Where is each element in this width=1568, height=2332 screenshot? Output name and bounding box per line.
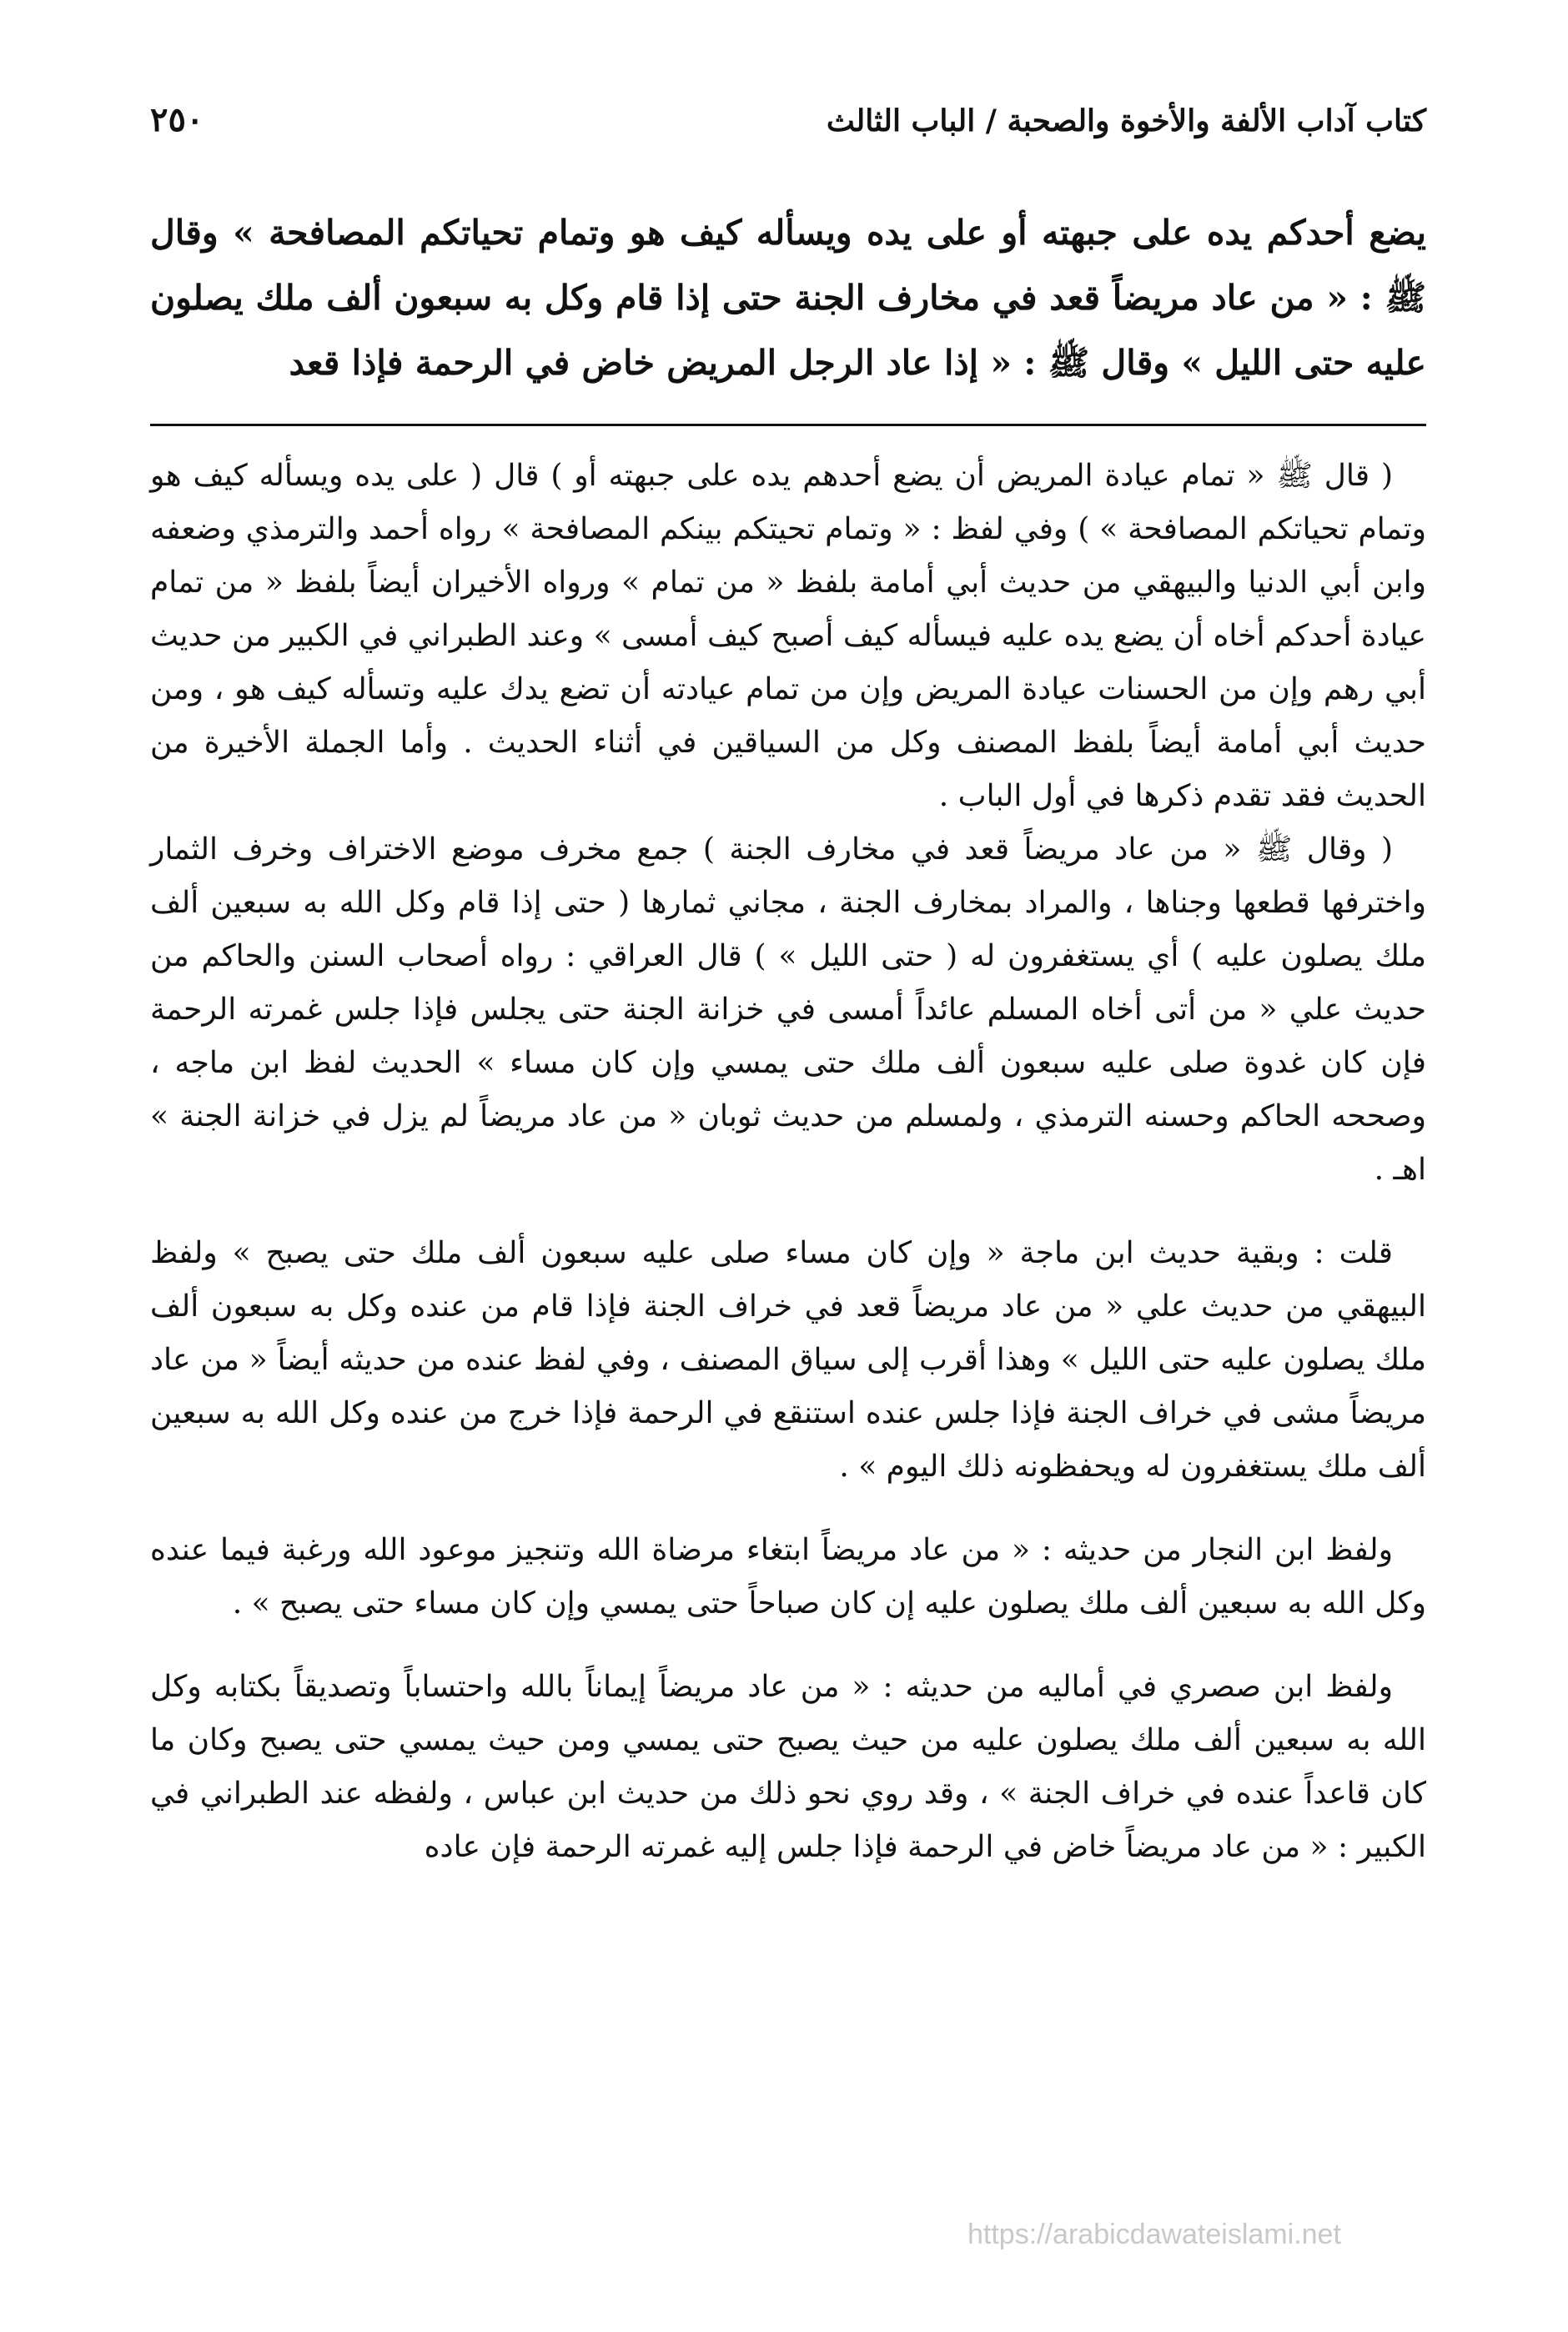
commentary-paragraph: قلت : وبقية حديث ابن ماجة « وإن كان مساء صلى عليه سبعون ألف ملك حتى يصبح » ولفظ البيهقي من حديث علي « من عاد مريضاً قعد في خراف الجنة فإذا قام من عنده وكل به سبعون ألف ملك يصلون عليه حتى الليل » وهذا أقرب إلى سياق المصنف ، وفي لفظ عنده من حديثه أيضاً « من عاد مريضاً مشى في خراف الجنة فإذا جلس عنده استنقع في الرحمة فإذا خرج من عنده وكل الله به سبعين ألف ملك يستغفرون له ويحفظونه ذلك اليوم » .: [150, 1236, 1426, 1484]
commentary-paragraph: ( وقال ﷺ « من عاد مريضاً قعد في مخارف الجنة ) جمع مخرف موضع الاختراف وخرف الثمار واخترفها قطعها وجناها ، والمراد بمخارف الجنة ، مجاني ثمارها ( حتى إذا قام وكل الله به سبعين ألف ملك يصلون عليه ) أي يستغفرون له ( حتى الليل » ) قال العراقي : رواه أصحاب السنن والحاكم من حديث علي « من أتى أخاه المسلم عائداً أمسى في خزانة الجنة حتى يجلس فإذا جلس غمرته الرحمة فإن كان غدوة صلى عليه سبعون ألف ملك حتى يمسي وإن كان مساء » الحديث لفظ ابن ماجه ، وصححه الحاكم وحسنه الترمذي ، ولمسلم من حديث ثوبان « من عاد مريضاً لم يزل في خزانة الجنة » اهـ .: [150, 832, 1426, 1187]
commentary: [150, 450, 1426, 1874]
main-text: [150, 200, 1426, 395]
page-number: ٢٥٠: [150, 100, 204, 139]
commentary-paragraph: ولفظ ابن النجار من حديثه : « من عاد مريضاً ابتغاء مرضاة الله وتنجيز موعود الله ورغبة فيما عنده وكل الله به سبعين ألف ملك يصلون عليه إن كان صباحاً حتى يمسي وإن كان مساء حتى يصبح » .: [150, 1533, 1426, 1621]
commentary-paragraph: ولفظ ابن صصري في أماليه من حديثه : « من عاد مريضاً إيماناً بالله واحتساباً وتصديقاً بكتابه وكل الله به سبعين ألف ملك يصلون عليه من حيث يصبح حتى يمسي ومن حيث يمسي حتى يصبح وكان ما كان قاعداً عنده في خراف الجنة » ، وقد روي نحو ذلك من حديث ابن عباس ، ولفظه عند الطبراني في الكبير : « من عاد مريضاً خاض في الرحمة فإذا جلس إليه غمرته الرحمة فإن عاده: [150, 1670, 1426, 1864]
book-page: [150, 100, 1426, 1874]
running-title: كتاب آداب الألفة والأخوة والصحبة / الباب الثالث: [826, 103, 1426, 138]
page-header: [150, 100, 1426, 167]
footnote-divider: [150, 424, 1426, 426]
commentary-paragraph: ( قال ﷺ « تمام عيادة المريض أن يضع أحدهم يده على جبهته أو ) قال ( على يده ويسأله كيف هو وتمام تحياتكم المصافحة » ) وفي لفظ : « وتمام تحيتكم بينكم المصافحة » رواه أحمد والترمذي وضعفه وابن أبي الدنيا والبيهقي من حديث أبي أمامة بلفظ « من تمام » ورواه الأخيران أيضاً بلفظ « من تمام عيادة أحدكم أخاه أن يضع يده عليه فيسأله كيف أصبح كيف أمسى » وعند الطبراني في الكبير من حديث أبي رهم وإن من الحسنات عيادة المريض وإن من تمام عيادته أن تضع يدك عليه وتسأله كيف هو ، ومن حديث أبي أمامة أيضاً بلفظ المصنف وكل من السياقين في أثناء الحديث . وأما الجملة الأخيرة من الحديث فقد تقدم ذكرها في أول الباب .: [150, 459, 1426, 813]
main-text-paragraph: يضع أحدكم يده على جبهته أو على يده ويسأله كيف هو وتمام تحياتكم المصافحة » وقال ﷺ : « من عاد مريضاً قعد في مخارف الجنة حتى إذا قام وكل به سبعون ألف ملك يصلون عليه حتى الليل » وقال ﷺ : « إذا عاد الرجل المريض خاض في الرحمة فإذا قعد: [150, 213, 1426, 383]
watermark-url: https://arabicdawateislami.net: [967, 2219, 1341, 2250]
